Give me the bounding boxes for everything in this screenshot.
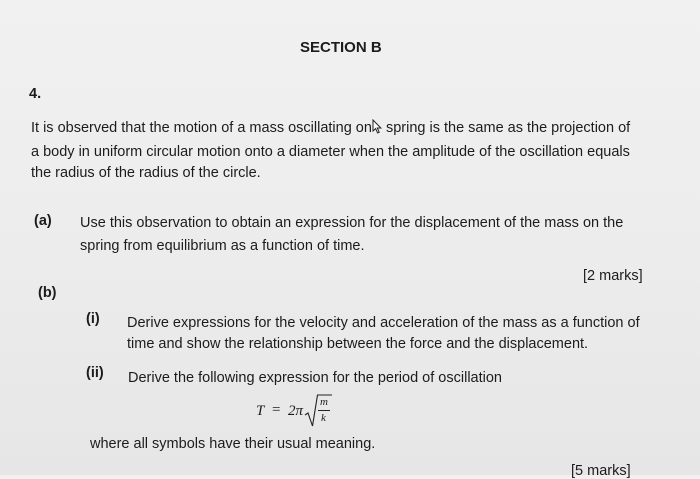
part-b-label: (b): [38, 285, 57, 301]
formula-lhs: T: [256, 403, 265, 419]
part-b-i-line-1: Derive expressions for the velocity and acceleration of the mass as a function of: [127, 315, 640, 331]
part-b-i-label: (i): [86, 311, 100, 327]
section-title: SECTION B: [300, 39, 382, 56]
question-number: 4.: [29, 86, 42, 102]
part-a-line-2: spring from equilibrium as a function of time.: [80, 238, 365, 254]
part-a-line-1: Use this observation to obtain an expression for the displacement of the mass on the: [80, 215, 624, 231]
fraction-bar: [318, 410, 330, 411]
formula-denominator: k: [321, 412, 326, 424]
part-b-i-line-2: time and show the relationship between the force and the displacement.: [127, 336, 589, 352]
part-b-marks: [5 marks]: [571, 463, 631, 479]
part-a-label: (a): [34, 213, 52, 229]
part-b-ii-label: (ii): [86, 365, 104, 381]
part-b-footer: where all symbols have their usual meaning.: [90, 436, 376, 452]
intro-line-3: the radius of the radius of the circle.: [31, 165, 261, 181]
intro-text-1a: It is observed that the motion of a mass oscillating on: [31, 120, 372, 136]
mouse-pointer-icon: [372, 119, 382, 138]
intro-line-2: a body in uniform circular motion onto a diameter when the amplitude of the oscillation equals: [31, 144, 630, 160]
formula-equals: =: [272, 402, 281, 418]
intro-line-1: [31, 119, 630, 138]
period-formula: [256, 392, 328, 430]
formula-coefficient: 2π: [288, 403, 304, 419]
part-b-ii-text: Derive the following expression for the period of oscillation: [128, 370, 502, 386]
formula-numerator: m: [320, 396, 328, 408]
part-a-marks: [2 marks]: [583, 268, 643, 284]
intro-text-1b: spring is the same as the projection of: [381, 120, 631, 136]
